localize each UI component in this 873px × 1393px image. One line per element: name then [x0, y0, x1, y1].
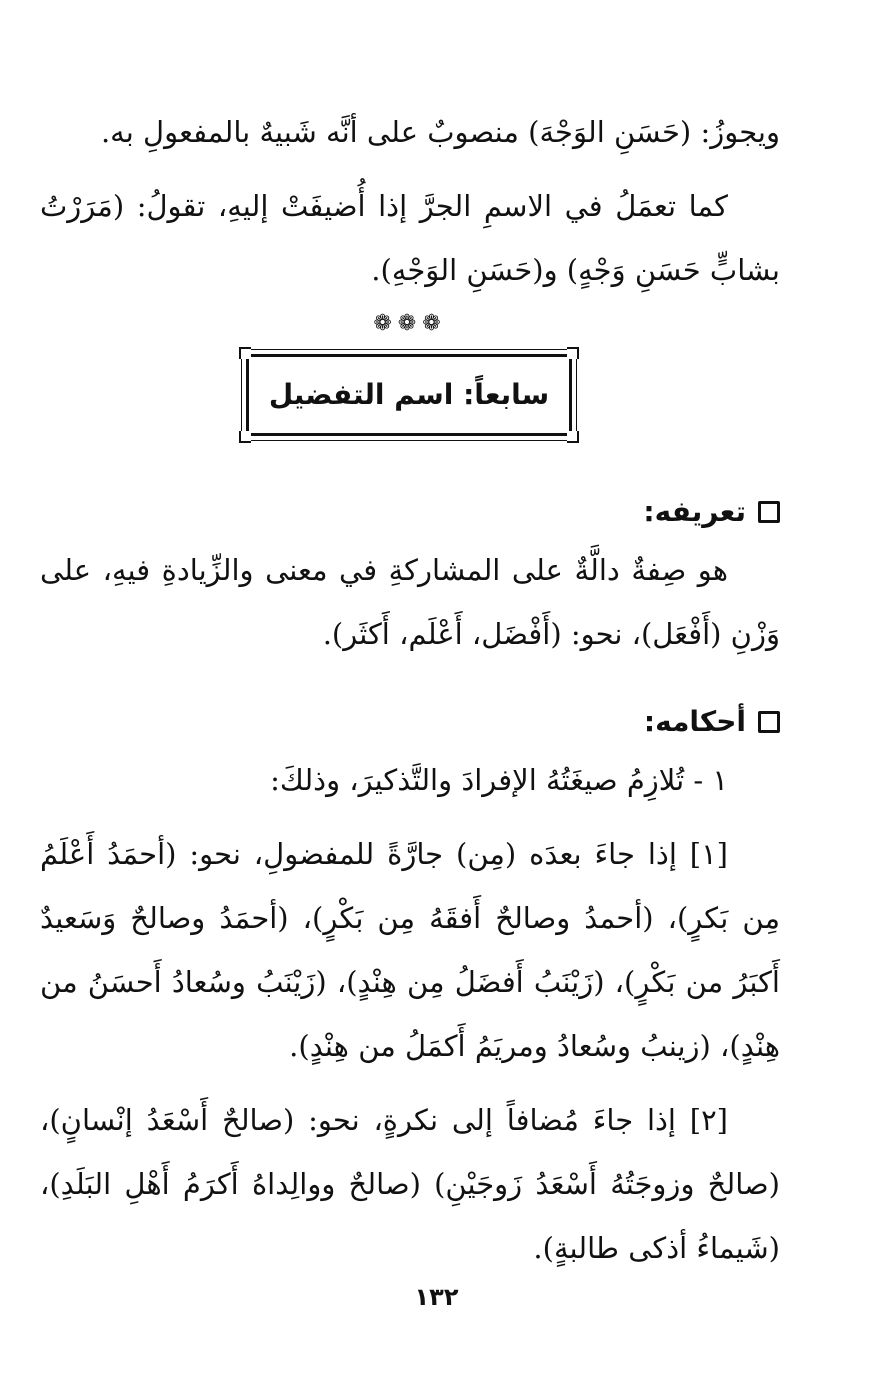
frame-corner: [239, 431, 251, 443]
definition-text: هو صِفةٌ دالَّةٌ على المشاركةِ في معنى والزِّيادةِ فيهِ، على وَزْنِ (أَفْعَل)، نحو: (أَفْضَل، أَعْلَم، أَكثَر).: [40, 553, 780, 651]
rules-heading-row: [40, 696, 780, 748]
paragraph-top-1: ويجوزُ: (حَسَنِ الوَجْهَ) منصوبٌ على أنَّه شَبيهٌ بالمفعولِ به.: [100, 115, 780, 149]
rules-intro: ١ - تُلازِمُ صيغَتُهُ الإفرادَ والتَّذكيرَ، وذلكَ:: [270, 763, 728, 797]
rules-heading: أحكامه:: [643, 705, 746, 738]
section-title: سابعاً: اسم التفضيل: [268, 378, 550, 411]
definition-heading-row: [40, 486, 780, 538]
frame-corner: [567, 347, 579, 359]
rule-item-1: [١] إذا جاءَ بعدَه (مِن) جارَّةً للمفضولِ، نحو: (أحمَدُ أَعْلَمُ مِن بَكرٍ)، (أحمدُ وصالحٌ أَفقَهُ مِن بَكْرٍ)، (أحمَدُ وصالحٌ وَسَعيدٌ أَكبَرُ من بَكْرٍ)، (زَيْنَبُ أَفضَلُ مِن هِنْدٍ)، (زَيْنَبُ وسُعادُ أَحسَنُ من هِنْدٍ)، (زينبُ وسُعادُ ومريَمُ أَكمَلُ من هِنْدٍ).: [40, 837, 780, 1063]
section-title-box: [246, 354, 572, 436]
page-number: ١٣٢: [414, 1283, 459, 1311]
page-body: [40, 100, 780, 1280]
separator-stars: ❁❁❁: [373, 311, 447, 336]
square-bullet-icon: [758, 711, 780, 733]
definition-heading: تعريفه:: [643, 495, 746, 528]
paragraph-top-2: كما تعمَلُ في الاسمِ الجرَّ إذا أُضيفَتْ إليهِ، تقولُ: (مَرَرْتُ بشابٍّ حَسَنِ وَجْهٍ) و(حَسَنِ الوَجْهِ).: [40, 189, 780, 287]
rule-item-2: [٢] إذا جاءَ مُضافاً إلى نكرةٍ، نحو: (صالحٌ أَسْعَدُ إنْسانٍ)، (صالحٌ وزوجَتُهُ أَسْعَدُ زَوجَيْنِ) (صالحٌ ووالِداهُ أَكرَمُ أَهْلِ البَلَدِ)، (شَيماءُ أذكى طالبةٍ).: [40, 1103, 780, 1265]
frame-corner: [567, 431, 579, 443]
frame-corner: [239, 347, 251, 359]
section-title-wrap: [38, 354, 780, 436]
square-bullet-icon: [758, 501, 780, 523]
